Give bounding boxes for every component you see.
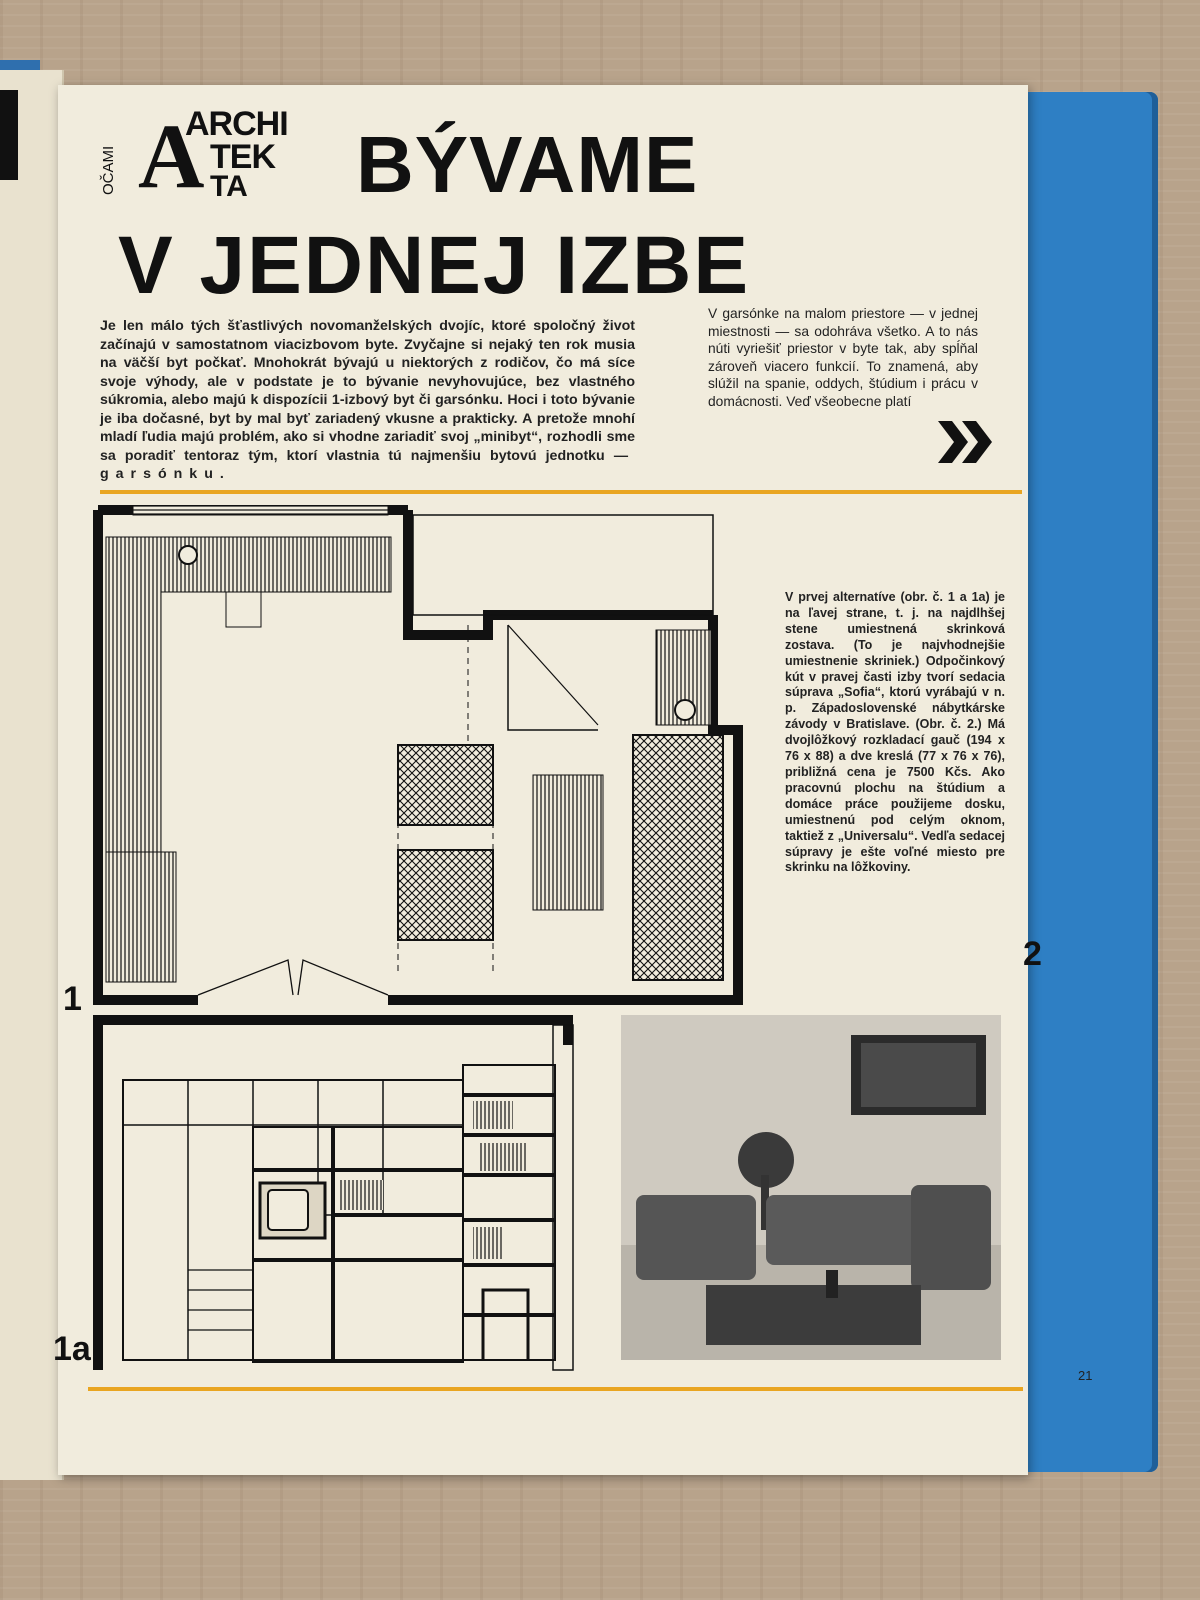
logo-archi-text: ARCHI — [185, 105, 288, 143]
wardrobe-left — [106, 537, 161, 852]
figure-2-label: 2 — [1023, 935, 1042, 973]
chair-desk — [226, 592, 261, 627]
headline-line-2: V JEDNEJ IZBE — [118, 220, 751, 311]
books-4 — [338, 1180, 383, 1210]
balcony-area — [413, 515, 713, 615]
sofa-sofia — [633, 735, 723, 980]
bottle-photo — [826, 1270, 838, 1298]
floor-plan-figure — [88, 505, 748, 1010]
wall-elevation-figure — [88, 1015, 608, 1375]
rug-photo — [706, 1285, 921, 1345]
orange-divider-top — [100, 490, 1022, 494]
logo-letter-a: A — [138, 105, 205, 207]
drawers — [188, 1270, 253, 1330]
window-top — [133, 505, 388, 515]
armchair-photo-left — [636, 1195, 756, 1280]
middle-shelf-boards — [253, 1127, 463, 1362]
living-room-photo — [621, 1015, 1001, 1360]
armchair-2 — [398, 850, 493, 940]
intro-paragraph — [100, 317, 635, 484]
intro-last-word: — garsónku. — [100, 447, 635, 482]
figure-1-label: 1 — [63, 980, 82, 1018]
magazine-page — [53, 85, 1093, 1475]
left-page-black-strip — [0, 90, 18, 180]
plant-pot — [179, 546, 197, 564]
entrance-doors — [198, 960, 388, 995]
left-page-edge — [0, 70, 64, 1480]
figure-1a-label: 1a — [53, 1330, 91, 1368]
logo-ta-text: TA — [210, 170, 248, 203]
tv-screen — [268, 1190, 308, 1230]
armchair-photo-right — [911, 1185, 991, 1290]
cabinet-left-bottom — [106, 852, 176, 982]
headline-line-1: BÝVAME — [356, 120, 699, 209]
armchair-1 — [398, 745, 493, 825]
intro-text: Je len málo tých šťastlivých novomanželských dvojíc, ktoré spoločný život začínajú v samostatnom viacizbovom byte. Zvyčajne si nejaký ten rok musia na väčší byt počkať. Mnohokrát bývajú u niektorých z rodičov, čo má síce svoje výhody, ale v podstate je to bývanie nevyhovujúce, bez vlastného súkromia, alebo majú k dispozícii 1-izbový byt či garsónku. Hoci i toto bývanie je iba dočasné, byt by mal byť zariadený vkusne a prakticky. A pretože mnohí mladí ľudia majú problém, ako si vhodne zariadiť svoj „minibyt“, rozhodli sme sa poradiť tentoraz tým, ktorí vlastnia tú najmenšiu bytovú jednotku — [100, 318, 635, 464]
books-1 — [473, 1101, 513, 1129]
logo-ocami-text: OČAMI — [100, 145, 117, 195]
magazine-cover-right-edge — [1010, 92, 1158, 1472]
books-2 — [478, 1143, 528, 1171]
logo-tek-text: TEK — [210, 138, 275, 176]
orange-divider-bottom — [88, 1387, 1023, 1391]
figure-caption: V prvej alternatíve (obr. č. 1 a 1a) je na ľavej strane, t. j. na najdlhšej stene umiestnená skrinková zostava. (To je najvhodnejšie umiestnenie skriniek.) Odpočinkový kút v pravej časti izby tvorí sedacia súprava „Sofia“, ktorú vyrábajú v n. p. Západoslovenské nábytkárske závody v Bratislave. (Obr. č. 2.) Má dvojlôžkový rozkladací gauč (194 x 76 x 88) a dve kreslá (77 x 76 x 76), približná cena je 7500 Kčs. Ako pracovnú plochu na štúdium a domáce práce použijeme dosku, umiestnenú pod celým oknom, taktiež z „Universalu“. Vedľa sedacej súpravy je ešte voľné miesto pre skrinku na lôžkoviny. — [785, 590, 1005, 875]
coffee-table — [533, 775, 603, 910]
continue-arrows-icon — [938, 420, 996, 475]
double-chevron-icon — [938, 421, 996, 463]
chair-elevation — [483, 1290, 528, 1360]
middle-shelves — [253, 1127, 463, 1362]
hall-walls — [408, 510, 713, 635]
books-3 — [473, 1227, 503, 1259]
right-column-text: V garsónke na malom priestore — v jednej miestnosti — sa odohráva všetko. A to nás núti vyriešiť priestor v byte tak, aby spĺňal zároveň viacero funkcií. To znamená, aby slúžil na spanie, oddych, štúdium i prácu v domácnosti. Veď všeobecne platí — [708, 306, 978, 409]
desk-under-window — [161, 537, 391, 592]
page-number: 21 — [1078, 1368, 1093, 1383]
plant-pot-right — [675, 700, 695, 720]
door-swing-line — [508, 625, 598, 725]
